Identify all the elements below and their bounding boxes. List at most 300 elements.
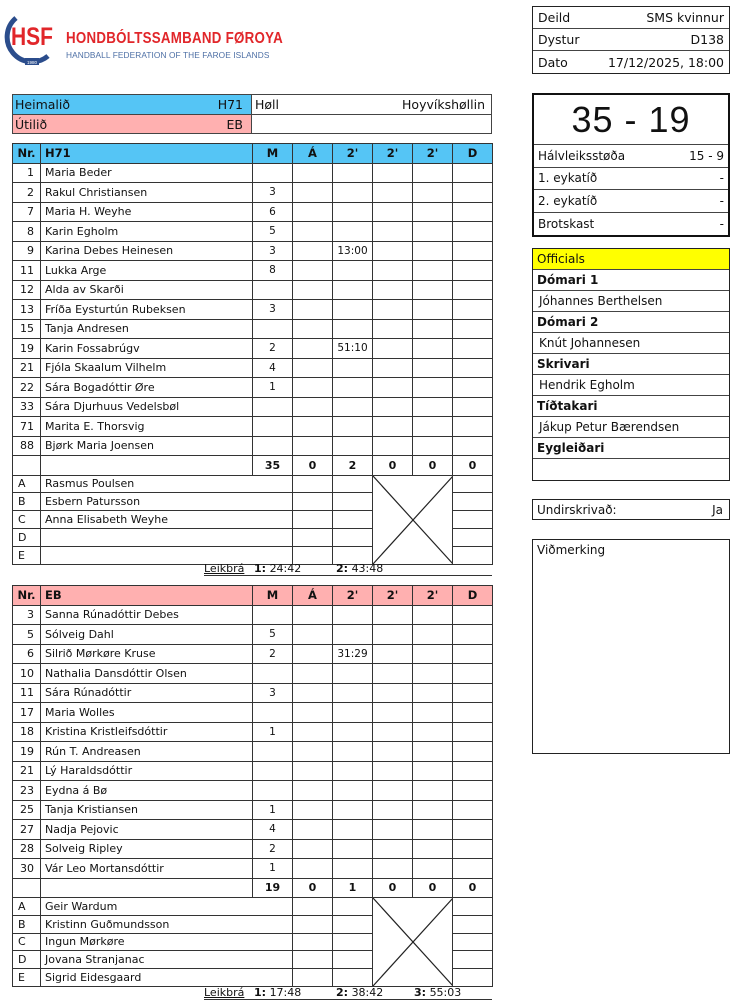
score-value: - (719, 193, 724, 208)
player-a (293, 605, 333, 625)
official-name: Rasmus Poulsen (41, 475, 293, 493)
player-d (453, 378, 493, 398)
player-row (13, 417, 493, 437)
player-s1 (333, 722, 373, 742)
player-number: 13 (13, 300, 41, 320)
player-row (13, 183, 493, 203)
away-roster-table (12, 585, 493, 987)
official-name: Esbern Patursson (41, 493, 293, 511)
player-a (293, 202, 333, 222)
info-value: SMS kvinnur (646, 10, 724, 25)
player-s2 (373, 605, 413, 625)
player-m (253, 761, 293, 781)
player-row (13, 222, 493, 242)
team-official-row (13, 475, 493, 493)
official-name: Knút Johannesen (533, 333, 729, 354)
col-team-name: EB (41, 586, 253, 606)
player-s3 (413, 664, 453, 684)
total-s2: 0 (373, 878, 413, 898)
player-m (253, 605, 293, 625)
player-d (453, 664, 493, 684)
player-name: Lukka Arge (41, 261, 253, 281)
player-name: Maria H. Weyhe (41, 202, 253, 222)
totals-row (13, 878, 493, 898)
player-name: Silrið Mørkøre Kruse (41, 644, 253, 664)
player-d (453, 800, 493, 820)
signed-value: Ja (712, 502, 723, 517)
player-s3 (413, 280, 453, 300)
player-a (293, 625, 333, 645)
official-name: Geir Wardum (41, 898, 293, 916)
score-label: 1. eykatíð (538, 171, 598, 186)
col-nr: Nr. (13, 586, 41, 606)
player-s2 (373, 625, 413, 645)
col-disqualification: D (453, 586, 493, 606)
player-m (253, 664, 293, 684)
player-s2 (373, 183, 413, 203)
player-number: 1 (13, 163, 41, 183)
player-d (453, 839, 493, 859)
player-name: Sára Djurhuus Vedelsbøl (41, 397, 253, 417)
player-number: 6 (13, 644, 41, 664)
player-s2 (373, 742, 413, 762)
info-row-division (533, 7, 729, 29)
player-s2 (373, 800, 413, 820)
player-a (293, 319, 333, 339)
player-d (453, 683, 493, 703)
official-name: Sigrid Eidesgaard (41, 969, 293, 987)
player-s1 (333, 319, 373, 339)
player-m: 3 (253, 241, 293, 261)
player-s1 (333, 781, 373, 801)
player-m (253, 436, 293, 456)
player-name: Sólveig Dahl (41, 625, 253, 645)
info-label: Deild (538, 10, 571, 25)
player-name: Alda av Skarði (41, 280, 253, 300)
home-roster-table (12, 143, 493, 565)
player-d (453, 761, 493, 781)
player-a (293, 183, 333, 203)
totals-blank (41, 878, 253, 898)
player-a (293, 241, 333, 261)
score-value: - (719, 171, 724, 186)
player-number: 33 (13, 397, 41, 417)
official-warning (293, 898, 333, 916)
remarks-box (532, 539, 730, 754)
player-number: 23 (13, 781, 41, 801)
player-m (253, 417, 293, 437)
player-number: 9 (13, 241, 41, 261)
official-suspension (333, 933, 373, 951)
player-row (13, 300, 493, 320)
player-m: 3 (253, 683, 293, 703)
official-role: Skrivari (533, 354, 729, 375)
player-m (253, 280, 293, 300)
crossed-out-cells (373, 475, 453, 564)
player-s3 (413, 703, 453, 723)
player-name: Nathalia Dansdóttir Olsen (41, 664, 253, 684)
hsf-emblem-icon (4, 10, 62, 70)
player-d (453, 781, 493, 801)
col-suspension-3: 2' (413, 144, 453, 164)
official-disqualification (453, 898, 493, 916)
player-s1 (333, 664, 373, 684)
player-d (453, 625, 493, 645)
player-row (13, 761, 493, 781)
player-m: 2 (253, 339, 293, 359)
match-info-box (532, 6, 730, 74)
player-s2 (373, 859, 413, 879)
official-warning (293, 915, 333, 933)
col-warning: Á (293, 586, 333, 606)
official-disqualification (453, 511, 493, 529)
player-s3 (413, 742, 453, 762)
score-row-overtime-2 (534, 190, 728, 213)
player-s1 (333, 417, 373, 437)
player-row (13, 820, 493, 840)
official-warning (293, 475, 333, 493)
totals-blank (13, 878, 41, 898)
total-s3: 0 (413, 456, 453, 476)
official-name: Jóhannes Berthelsen (533, 291, 729, 312)
player-d (453, 742, 493, 762)
official-name: Jákup Petur Bærendsen (533, 417, 729, 438)
player-d (453, 280, 493, 300)
player-row (13, 202, 493, 222)
player-m (253, 742, 293, 762)
official-suspension (333, 915, 373, 933)
player-s2 (373, 280, 413, 300)
home-value: H71 (217, 97, 243, 112)
player-row (13, 319, 493, 339)
player-s2 (373, 319, 413, 339)
svg-text:1980: 1980 (26, 60, 38, 65)
player-d (453, 397, 493, 417)
official-name: Jovana Stranjanac (41, 951, 293, 969)
official-letter: C (13, 511, 41, 529)
player-s1: 31:29 (333, 644, 373, 664)
score-row-halftime (534, 145, 728, 168)
player-d (453, 417, 493, 437)
official-disqualification (453, 969, 493, 987)
player-d (453, 202, 493, 222)
player-name: Tanja Kristiansen (41, 800, 253, 820)
player-a (293, 261, 333, 281)
score-label: Hálvleiksstøða (538, 148, 626, 163)
player-s3 (413, 761, 453, 781)
player-a (293, 280, 333, 300)
player-s2 (373, 222, 413, 242)
player-s2 (373, 664, 413, 684)
player-s1 (333, 202, 373, 222)
player-s1 (333, 397, 373, 417)
svg-text:HSF: HSF (11, 21, 53, 51)
player-name: Karin Egholm (41, 222, 253, 242)
official-letter: D (13, 951, 41, 969)
player-m (253, 319, 293, 339)
player-s1 (333, 625, 373, 645)
player-row (13, 397, 493, 417)
player-s3 (413, 163, 453, 183)
total-d: 0 (453, 878, 493, 898)
official-suspension (333, 898, 373, 916)
player-name: Kristina Kristleifsdóttir (41, 722, 253, 742)
score-box (532, 93, 730, 237)
cross-mark-icon (373, 476, 453, 564)
col-suspension-3: 2' (413, 586, 453, 606)
final-score: 35 - 19 (534, 95, 728, 145)
player-s2 (373, 722, 413, 742)
player-number: 88 (13, 436, 41, 456)
player-m: 5 (253, 625, 293, 645)
official-warning (293, 493, 333, 511)
totals-blank (13, 456, 41, 476)
crossed-out-cells (373, 898, 453, 987)
player-number: 5 (13, 625, 41, 645)
player-name: Tanja Andresen (41, 319, 253, 339)
signed-label: Undirskrivað: (537, 502, 617, 517)
timeout-3: 3: 55:03 (414, 986, 462, 999)
timeout-label: Leikbrá (204, 562, 245, 575)
player-s1 (333, 378, 373, 398)
total-a: 0 (293, 878, 333, 898)
player-name: Rún T. Andreasen (41, 742, 253, 762)
player-s3 (413, 859, 453, 879)
player-number: 12 (13, 280, 41, 300)
player-a (293, 163, 333, 183)
player-a (293, 339, 333, 359)
col-team-name: H71 (41, 144, 253, 164)
player-number: 19 (13, 339, 41, 359)
official-warning (293, 933, 333, 951)
timeout-1: 1: 24:42 (254, 562, 302, 575)
away-label: Útilið (15, 116, 48, 132)
player-s2 (373, 339, 413, 359)
official-disqualification (453, 528, 493, 546)
federation-logo (4, 10, 284, 70)
player-s1 (333, 859, 373, 879)
player-number: 21 (13, 761, 41, 781)
player-row (13, 339, 493, 359)
player-name: Rakul Christiansen (41, 183, 253, 203)
official-name: Ingun Mørkøre (41, 933, 293, 951)
player-row (13, 839, 493, 859)
timeout-2: 2: 43:48 (336, 562, 384, 575)
home-roster-header (13, 144, 493, 164)
player-s3 (413, 644, 453, 664)
player-s1 (333, 300, 373, 320)
away-value: EB (226, 116, 243, 132)
venue-cell (252, 94, 492, 114)
col-goals: M (253, 144, 293, 164)
player-d (453, 358, 493, 378)
totals-row (13, 456, 493, 476)
player-a (293, 397, 333, 417)
player-s3 (413, 261, 453, 281)
official-suspension (333, 951, 373, 969)
player-d (453, 222, 493, 242)
col-suspension-2: 2' (373, 144, 413, 164)
player-d (453, 241, 493, 261)
player-s1: 51:10 (333, 339, 373, 359)
player-s2 (373, 202, 413, 222)
player-m (253, 397, 293, 417)
player-row (13, 625, 493, 645)
player-a (293, 378, 333, 398)
player-name: Bjørk Maria Joensen (41, 436, 253, 456)
player-s3 (413, 800, 453, 820)
player-s1 (333, 742, 373, 762)
col-suspension-1: 2' (333, 144, 373, 164)
player-d (453, 605, 493, 625)
player-row (13, 378, 493, 398)
player-m: 3 (253, 300, 293, 320)
total-m: 35 (253, 456, 293, 476)
player-d (453, 319, 493, 339)
info-label: Dystur (538, 32, 580, 47)
player-m: 8 (253, 261, 293, 281)
player-s3 (413, 397, 453, 417)
player-s1 (333, 703, 373, 723)
player-s3 (413, 300, 453, 320)
player-a (293, 839, 333, 859)
official-suspension (333, 969, 373, 987)
player-s3 (413, 222, 453, 242)
player-number: 11 (13, 683, 41, 703)
player-a (293, 761, 333, 781)
official-warning (293, 511, 333, 529)
player-s2 (373, 417, 413, 437)
official-warning (293, 969, 333, 987)
player-a (293, 222, 333, 242)
official-role: Dómari 2 (533, 312, 729, 333)
player-s2 (373, 378, 413, 398)
score-row-overtime-1 (534, 168, 728, 191)
player-name: Fjóla Skaalum Vilhelm (41, 358, 253, 378)
player-number: 27 (13, 820, 41, 840)
info-value: 17/12/2025, 18:00 (607, 54, 724, 70)
player-s2 (373, 703, 413, 723)
official-letter: D (13, 528, 41, 546)
col-disqualification: D (453, 144, 493, 164)
official-role: Tíðtakari (533, 396, 729, 417)
player-s3 (413, 319, 453, 339)
player-m: 4 (253, 358, 293, 378)
player-number: 7 (13, 202, 41, 222)
info-label: Dato (538, 54, 568, 70)
team-official-row (13, 898, 493, 916)
player-number: 71 (13, 417, 41, 437)
official-letter: E (13, 546, 41, 564)
away-roster-header (13, 586, 493, 606)
player-a (293, 436, 333, 456)
official-name (533, 459, 729, 480)
official-letter: B (13, 915, 41, 933)
player-a (293, 800, 333, 820)
timeout-label: Leikbrá (204, 986, 245, 999)
official-name: Anna Elisabeth Weyhe (41, 511, 293, 529)
player-number: 11 (13, 261, 41, 281)
signed-box (532, 499, 730, 520)
player-s2 (373, 397, 413, 417)
official-letter: E (13, 969, 41, 987)
player-s3 (413, 378, 453, 398)
official-suspension (333, 493, 373, 511)
player-name: Vár Leo Mortansdóttir (41, 859, 253, 879)
official-letter: C (13, 933, 41, 951)
official-disqualification (453, 915, 493, 933)
player-m: 3 (253, 183, 293, 203)
player-row (13, 163, 493, 183)
player-s1 (333, 436, 373, 456)
player-number: 3 (13, 605, 41, 625)
player-m: 2 (253, 644, 293, 664)
player-s2 (373, 644, 413, 664)
cross-mark-icon (373, 898, 453, 986)
col-goals: M (253, 586, 293, 606)
player-s3 (413, 722, 453, 742)
player-number: 8 (13, 222, 41, 242)
player-s3 (413, 358, 453, 378)
official-role: Dómari 1 (533, 270, 729, 291)
total-a: 0 (293, 456, 333, 476)
player-d (453, 722, 493, 742)
official-disqualification (453, 493, 493, 511)
player-s3 (413, 436, 453, 456)
away-team-cell (12, 114, 252, 134)
info-row-date (533, 51, 729, 73)
player-a (293, 417, 333, 437)
player-a (293, 683, 333, 703)
player-s2 (373, 839, 413, 859)
player-a (293, 358, 333, 378)
player-row (13, 722, 493, 742)
player-name: Karin Fossabrúgv (41, 339, 253, 359)
col-warning: Á (293, 144, 333, 164)
player-row (13, 261, 493, 281)
player-m (253, 703, 293, 723)
player-s2 (373, 163, 413, 183)
player-s1 (333, 358, 373, 378)
player-s2 (373, 820, 413, 840)
player-s2 (373, 683, 413, 703)
player-m: 5 (253, 222, 293, 242)
player-row (13, 859, 493, 879)
player-a (293, 300, 333, 320)
venue-value: Hoyvíkshøllin (402, 97, 485, 112)
info-row-match (533, 29, 729, 51)
player-d (453, 436, 493, 456)
player-s1 (333, 761, 373, 781)
player-s3 (413, 781, 453, 801)
away-timeouts (204, 986, 492, 1000)
player-number: 2 (13, 183, 41, 203)
player-d (453, 644, 493, 664)
player-row (13, 703, 493, 723)
player-d (453, 859, 493, 879)
player-d (453, 183, 493, 203)
total-d: 0 (453, 456, 493, 476)
player-m: 1 (253, 800, 293, 820)
player-number: 10 (13, 664, 41, 684)
player-row (13, 683, 493, 703)
official-disqualification (453, 951, 493, 969)
federation-subtitle: HANDBALL FEDERATION OF THE FAROE ISLANDS (66, 50, 270, 60)
player-row (13, 241, 493, 261)
officials-panel (532, 248, 730, 481)
player-m (253, 163, 293, 183)
player-s1 (333, 800, 373, 820)
